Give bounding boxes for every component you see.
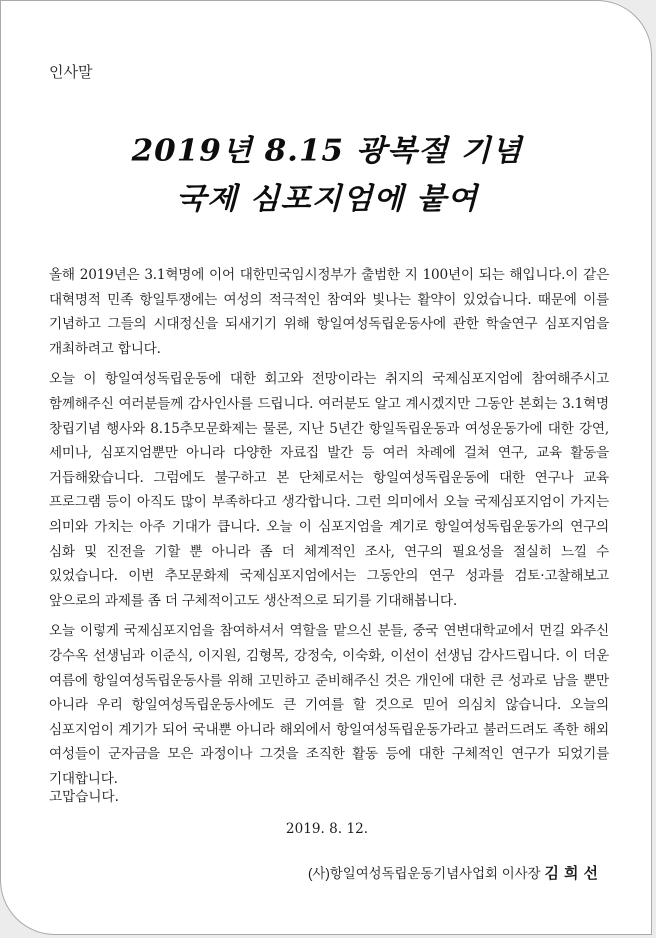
signature-organization: (사)항일여성독립운동기념사업회 이사장 xyxy=(307,866,541,881)
title-line-2: 국제 심포지엄에 붙여 xyxy=(175,181,479,217)
document-date: 2019. 8. 12. xyxy=(285,821,369,837)
document-title xyxy=(1,127,653,223)
paragraph-3: 오늘 이렇게 국제심포지엄을 참여하셔서 역할을 맡으신 분들, 중국 연변대학교에서 먼길 와주신 강수옥 선생님과 이준식, 이지원, 김형목, 강정숙, 이숙화, 이선이 선생님 감사드립니다. 이 더운 여름에 항일여성독립운동사를 위해 고민하고 준비해주신 것은 개인에 대한 큰 성과로 남을 뿐만 아니라 우리 항일여성독립운동사에도 큰 기여를 할 것으로 믿어 의심치 않습니다. 오늘의 심포지엄이 계기가 되어 국내뿐 아니라 해외에서 항일여성독립운동가라고 불러드려도 족한 해외 여성들이 군자금을 모은 과정이나 그것을 조직한 활동 등에 대한 구체적인 연구가 되었기를 기대합니다. xyxy=(49,623,609,787)
title-line-1: 2019년 8.15 광복절 기념 xyxy=(131,133,523,169)
greeting-body xyxy=(49,263,609,797)
paragraph-2: 오늘 이 항일여성독립운동에 대한 회고와 전망이라는 취지의 국제심포지엄에 참여해주시고 함께해주신 여러분들께 감사인사를 드립니다. 여러분도 알고 계시겠지만 그동안 본회는 3.1혁명 창립기념 행사와 8.15추모문화제는 물론, 지난 5년간 항일독립운동과 여성운동가에 대한 강연, 세미나, 심포지엄뿐만 아니라 다양한 자료집 발간 등 여러 차례에 걸쳐 연구, 교육 활동을 거듭해왔습니다. 그럼에도 불구하고 본 단체로서는 항일여성독립운동에 대한 연구나 교육 프로그램 등이 아직도 많이 부족하다고 생각합니다. 그런 의미에서 오늘 국제심포지엄이 가지는 의미와 가치는 아주 기대가 큽니다. 오늘 이 심포지엄을 계기로 항일여성독립운동가의 연구의 심화 및 진전을 기할 뿐 아니라 좀 더 체계적인 조사, 연구의 필요성을 절실히 느낄 수 있었습니다. 이번 추모문화제 국제심포지엄에서는 그동안의 연구 성과를 검토·고찰해보고 앞으로의 과제를 좀 더 구체적이고도 생산적으로 되기를 기대해봅니다. xyxy=(49,371,609,609)
signature-name: 김희선 xyxy=(544,865,603,882)
signature xyxy=(308,862,603,883)
paragraph-1: 올해 2019년은 3.1혁명에 이어 대한민국임시정부가 출범한 지 100년이 되는 해입니다.이 같은 대혁명적 민족 항일투쟁에는 여성의 적극적인 참여와 빛나는 활약이 있었습니다. 때문에 이를 기념하고 그들의 시대정신을 되새기기 위해 항일여성독립운동사에 관한 학술연구 심포지엄을 개최하려고 합니다. xyxy=(49,267,609,357)
section-label: 인사말 xyxy=(49,64,93,81)
closing-remark: 고맙습니다. xyxy=(49,789,119,805)
